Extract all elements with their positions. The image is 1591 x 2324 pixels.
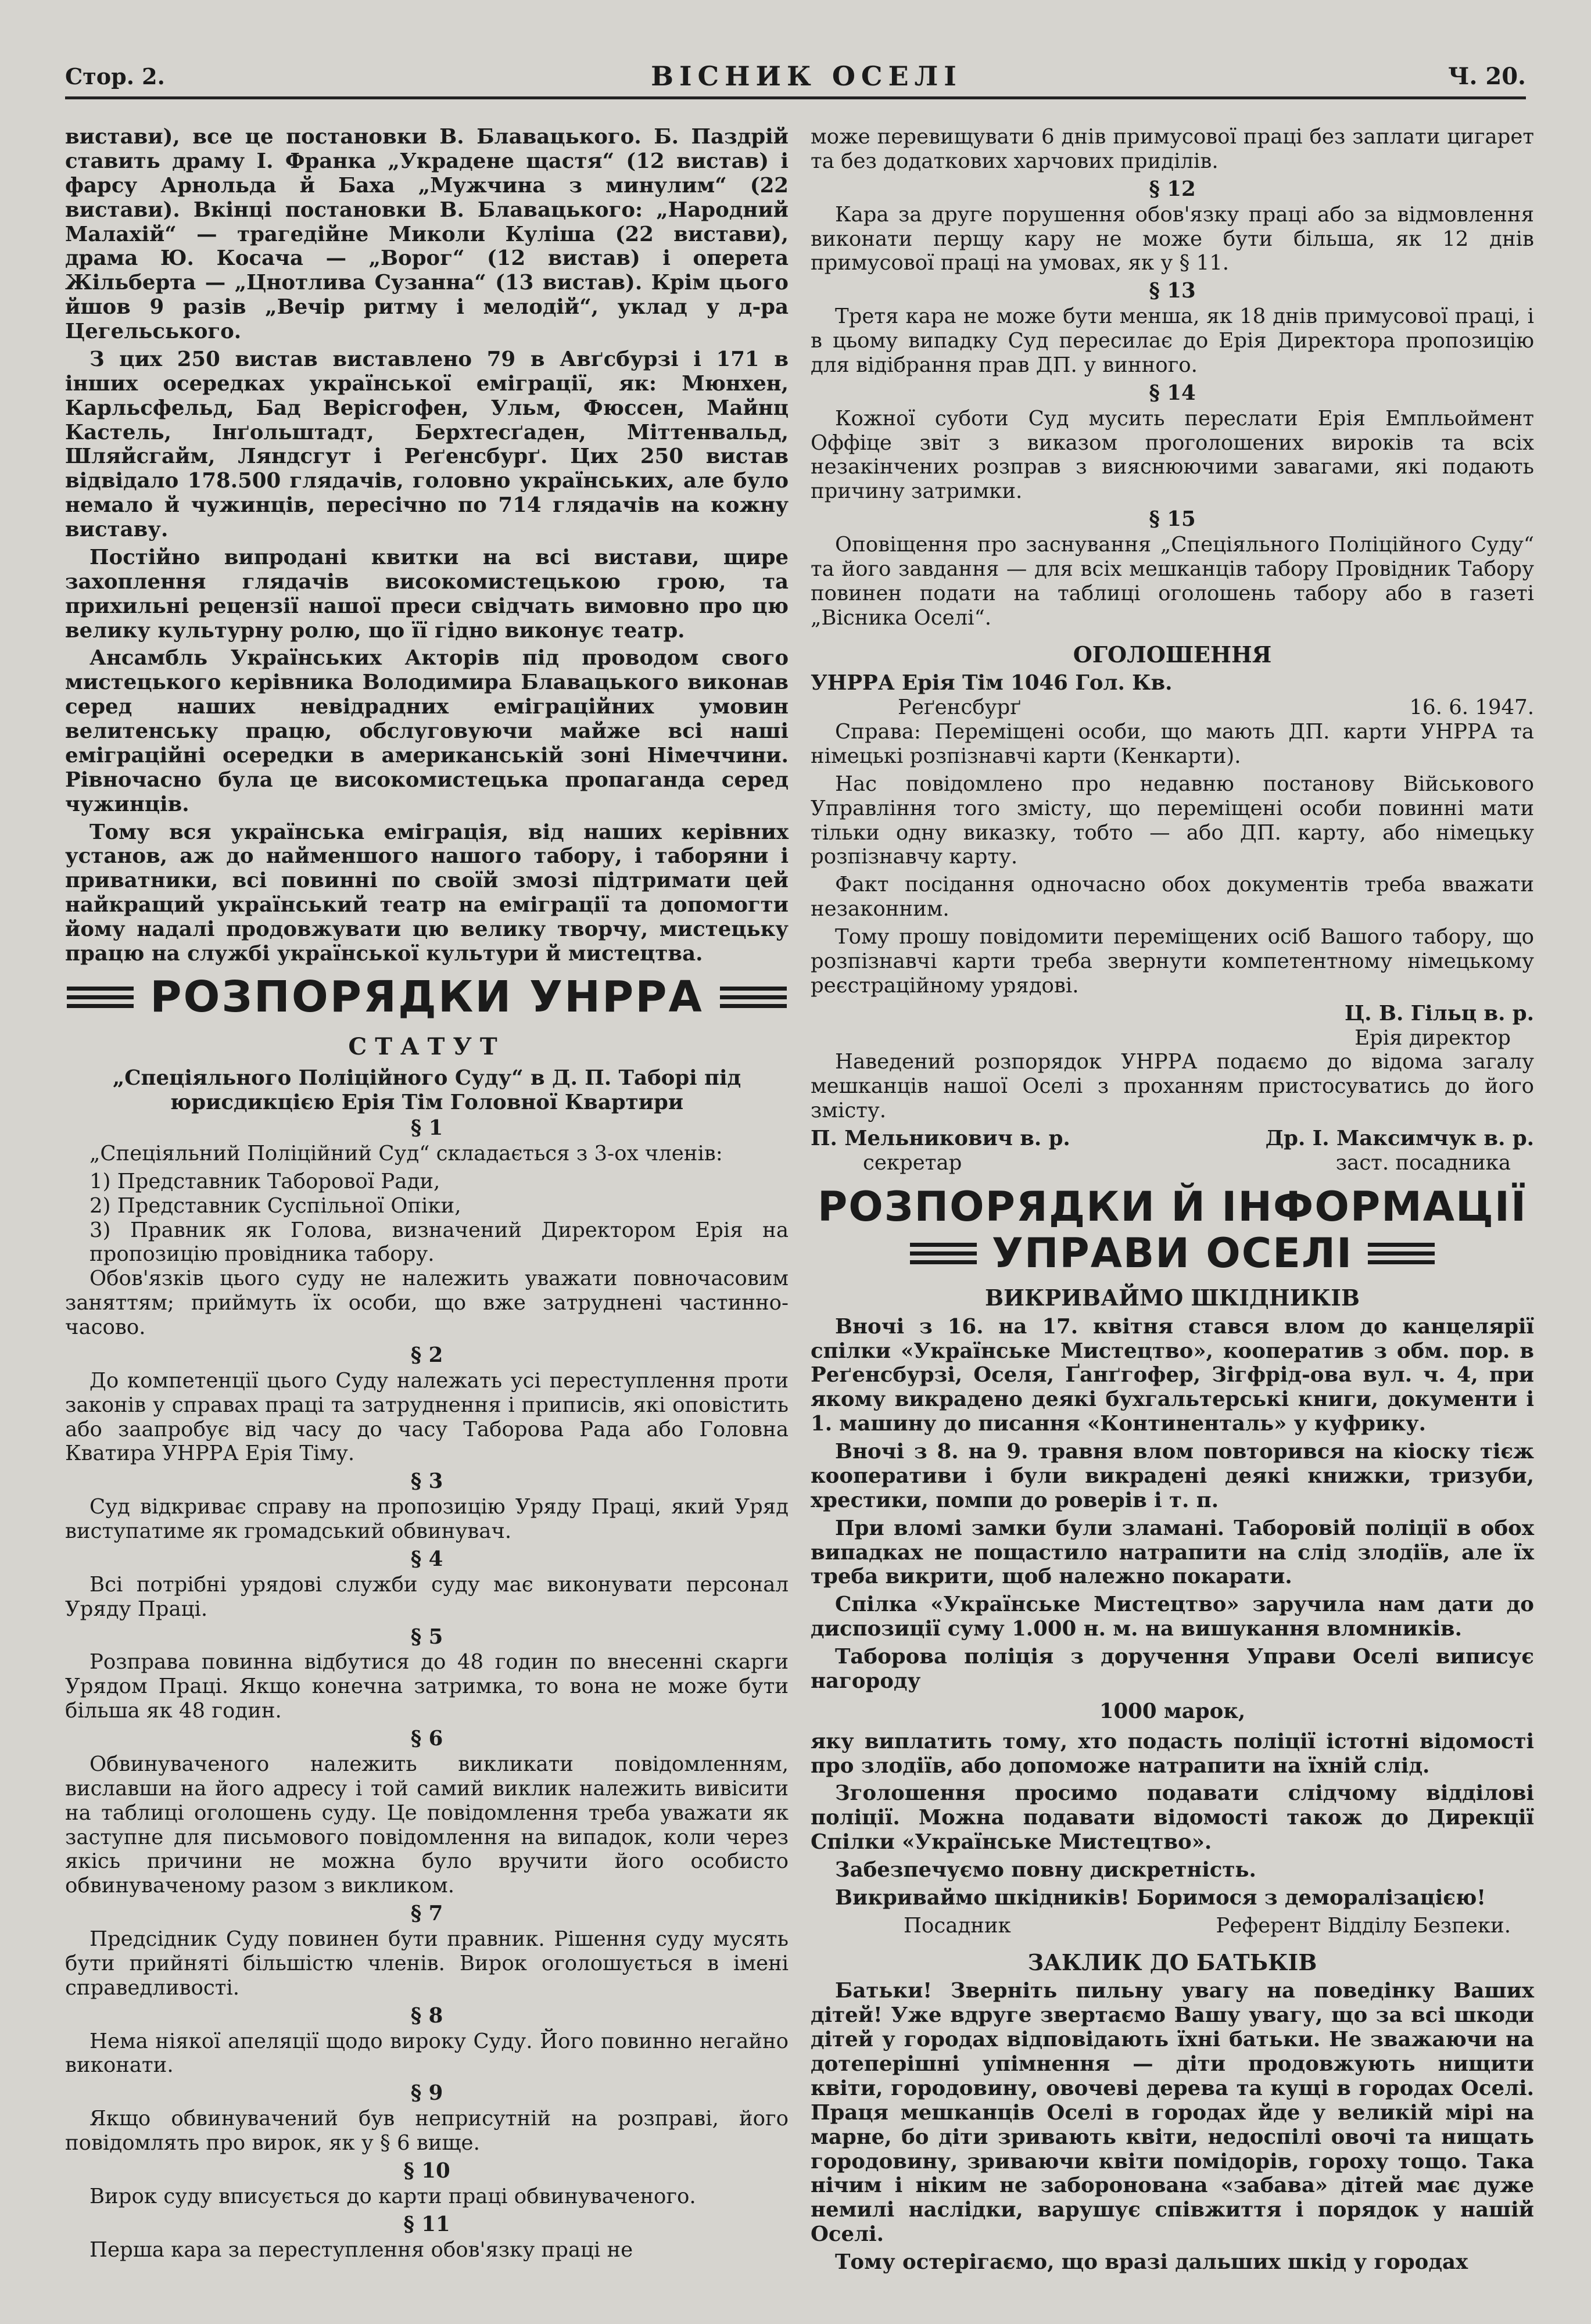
theatre-paragraph: Тому вся українська еміграція, від наших керівних установ, аж до найменшого нашого табору, і таборяни і приватники, всі повинні по своїй змозі підтримати цей найкращий український театр на еміграції та допомогти йому надалі продовжувати цю велику творчу, мистецьку працю на службі української культури й мистецтва. [65,820,789,966]
section-text: Обов'язків цього суду не належить уважати повночасовим заняттям; приймуть їх особи, що вже затруднені частинно-часово. [65,1267,789,1339]
article-text: Тому остерігаємо, що вразі дальших шкід у городах [835,2250,1468,2275]
article-text: Вночі з 8. на 9. травня влом повторився на кіоску тієж кооперативи і були викрадені деякі книжки, тризуби, хрестики, помпи до роверів і т. п. [811,1440,1534,1512]
theatre-paragraph: З цих 250 вистав виставлено 79 в Авґсбурзі і 171 в інших осередках української еміграції, як: Мюнхен, Карльсфельд, Бад Верісгофен, Ульм, Фюссен, Майнц Кастель, Інґольштадт, Берхтесґаден, Міттенвальд, Шляйсгайм, Ляндсгут і Реґенсбурґ. Цих 250 вистав відвідало 178.500 глядачів, головно українських, але було немало й чужинців, пересічно по 714 глядачів на кожну виставу. [65,347,789,541]
section-text: Розправа повинна відбутися до 48 годин по внесенні скарги Урядом Праці. Якщо конечна затримка, то вона не може бути більша як 48 годин. [65,1650,789,1723]
section-text: Якщо обвинувачений був неприсутній на розправі, його повідомлять про вирок, як у § 6 вище. [65,2107,789,2155]
section-text: До компетенції цього Суду належать усі переступлення проти законів у справах праці та затруднення і приписів, які оповістить або заапробує від часу до часу Таборова Рада або Головна Кватира УНРРА Ерія Тіму. [65,1368,789,1466]
signature-role: секретар [863,1150,962,1175]
signature-role: Посадник [904,1913,1011,1938]
article-heading: ЗАКЛИК ДО БАТЬКІВ [1027,1949,1317,1975]
section-mark: § 7 [410,1902,443,1926]
announcement-city: Реґенсбурґ [898,695,1021,720]
unrra-orders-title: РОЗПОРЯДКИ УНРРА [150,971,704,1022]
signature: Ц. В. Гільц в. р. [1344,1001,1534,1025]
issue-number: Ч. 20. [1448,62,1526,90]
section-mark: § 5 [410,1624,443,1649]
reward-amount: 1000 марок, [1099,1699,1246,1723]
section-text: Нема ніякої апеляції щодо вироку Суду. Його повинно негайно виконати. [65,2029,789,2078]
section-mark: § 9 [410,2081,443,2106]
statute-title: СТАТУТ [348,1033,506,1061]
signature-role: Референт Відділу Безпеки. [1216,1913,1511,1938]
announcement-sender: УНРРА Ерія Тім 1046 Гол. Кв. [811,671,1173,695]
section-mark: § 3 [410,1469,443,1494]
announcement-subject: Справа: Переміщені особи, що мають ДП. карти УНРРА та німецькі розпізнавчі карти (Кенкарти). [811,720,1534,768]
signatures-row [811,1914,1534,1938]
statute-subtitle: „Спеціяльного Поліційного Суду“ в Д. П. Таборі під юрисдикцією Ерія Тім Головної Квартири [112,1066,741,1115]
members-list [65,1170,789,1267]
section-mark: § 15 [1149,507,1196,532]
section-mark: § 14 [1149,381,1196,405]
section-mark: § 2 [410,1343,443,1367]
theatre-paragraph: вистави), все це постановки В. Блавацького. Б. Паздрій ставить драму І. Франка „Украдене щастя“ (12 вистав) і фарсу Арнольда й Баха „Мужчина з минулим“ (22 вистави). Вкінці постановки В. Блавацького: „Народний Малахій“ — трагедійне Миколи Куліша (22 вистави), драма Ю. Косача — „Ворог“ (12 вистав) і оперета Жільберта — „Цнотлива Сузанна“ (13 вистав). Крім цього йшов 9 разів „Вечір ритму і мелодій“, уклад у д-ра Цегельського. [65,125,789,343]
list-item: 1) Представник Таборової Ради, [89,1169,440,1193]
heading-line: РОЗПОРЯДКИ Й ІНФОРМАЦІЇ [817,1182,1528,1231]
theatre-paragraph: Ансамбль Українських Акторів під проводом свого мистецького керівника Володимира Блавацького виконав серед наших невідрадних еміграційних умовин велитенську працю, обслуговуючи майже всі наші еміграційні осередки в американській зоні Німеччини. Рівночасно була це високомистецька пропаганда серед чужинців. [65,646,789,816]
section-mark: § 6 [410,1727,443,1751]
article-text: Забезпечуємо повну дискретність. [835,1858,1256,1882]
heading-line: УПРАВИ ОСЕЛІ [991,1229,1353,1278]
section-mark: § 8 [410,2003,443,2028]
signatures-row [811,1127,1534,1151]
section-text: Суд відкриває справу на пропозицію Уряду Праці, який Уряд виступатиме як громадський обвинувач. [65,1495,789,1543]
signature-role: заст. посадника [1335,1150,1511,1175]
announcement-place-date [811,695,1534,720]
article-text: яку виплатить тому, хто подасть поліції істотні відомості про злодіїв, або допоможе натрапити на їхній слід. [811,1729,1534,1778]
section-mark: § 12 [1149,177,1196,201]
page-header [65,56,1526,99]
page-number: Стор. 2. [65,63,165,89]
article-text: Таборова поліція з доручення Управи Оселі виписує нагороду [811,1645,1534,1693]
signature: П. Мельникович в. р. [811,1127,1070,1151]
section-text: Оповіщення про заснування „Спеціяльного Поліційного Суду“ та його завдання — для всіх мешканців табору Провідник Табору повинен подати на таблиці оголошень табору або в газеті „Вісника Оселі“. [811,533,1534,630]
heading-line-2 [811,1230,1534,1277]
section-mark: § 4 [410,1547,443,1571]
article-text: Вночі з 16. на 17. квітня стався влом до канцелярії спілки «Українське Мистецтво», кооператив з обм. пор. в Реґенсбурзі, Оселя, Ґанґгофер, Зігфрід-ова вул. ч. 4, при якому викрадено деякі бухгальтерські книги, документи і 1. машину до писання «Континенталь» у куфрику. [811,1314,1534,1436]
section-text: може перевищувати 6 днів примусової праці без заплати цигарет та без додаткових харчових приділів. [811,125,1534,173]
section-text: Обвинуваченого належить викликати повідомленням, виславши на його адресу і той самий виклик належить вивісити на таблиці оголошень суду. Це повідомлення треба уважати як заступне для письмового повідомлення на випадок, коли через якісь причини не можна було вручити його особисто обвинуваченому разом з викликом. [65,1752,789,1898]
announcement-heading: ОГОЛОШЕННЯ [1073,641,1272,668]
signature: Др. І. Максимчук в. р. [1265,1127,1534,1151]
theatre-paragraph: Постійно випродані квитки на всі вистави, щире захоплення глядачів високомистецькою грою, та прихильні рецензії нашої преси свідчать вимовно про цю велику культурну ролю, що її гідно виконує театр. [65,545,789,643]
article-text: При вломі замки були зламані. Таборовій поліції в обох випадках не пощастило натрапити на слід злодіїв, але їх треба викрити, щоб належно покарати. [811,1516,1534,1589]
announcement-text: Тому прошу повідомити переміщених осіб Вашого табору, що розпізнавчі карти треба звернути компетентному німецькому реєстраційному урядові. [811,925,1534,998]
section-text: Перша кара за переступлення обов'язку праці не [89,2237,633,2262]
article-heading: ВИКРИВАЙМО ШКІДНИКІВ [984,1284,1360,1311]
heading-rule-left [67,987,134,1008]
section-text: „Спеціяльний Поліційний Суд“ складається з 3-ох членів: [89,1141,723,1165]
heading-rule-left [910,1243,977,1264]
section-text: Кожної суботи Суд мусить переслати Ерія Емпльоймент Оффіце звіт з виказом проголошених вироків та всіх незакінчених розправ з вияснюючими завагами, які подають причину затримки. [811,406,1534,504]
announcement-text: Факт посідання одночасно обох документів треба вважати незаконним. [811,873,1534,921]
announcement-date: 16. 6. 1947. [1409,695,1534,720]
section-mark: § 1 [410,1116,443,1140]
newspaper-title: ВІСНИК ОСЕЛІ [651,60,962,92]
heading-rule-right [720,987,787,1008]
article-text: Викриваймо шкідників! Боримося з деморалізацією! [835,1885,1486,1910]
unrra-orders-heading [65,972,789,1023]
signature-role: Ерія директор [1354,1025,1511,1050]
section-text: Вирок суду вписується до карти праці обвинуваченого. [89,2184,696,2208]
announcement-text: Наведений розпорядок УНРРА подаємо до відома загалу мешканців нашої Оселі з проханням пристосуватись до його змісту. [811,1050,1534,1123]
section-text: Всі потрібні урядові служби суду має виконувати персонал Уряду Праці. [65,1572,789,1621]
article-text: Батьки! Зверніть пильну увагу на поведінку Ваших дітей! Уже вдруге звертаємо Вашу увагу, що за всі шкоди дітей у городах відповідають їхні батьки. Не зважаючи на дотеперішні упімнення — діти продовжують нищити квіти, городовину, овочеві дерева та кущі в городах Оселі. Праця мешканців Оселі в городах йде у великій мірі на марне, бо діти зривають квіти, недоспілі овочі та нищать городовину, зриваючи квіти помідорів, гороху тощо. Така нічим і ніким не заборонована «забава» дітей має дуже немилі наслідки, варушує співжиття і порядок у нашій Оселі. [811,1979,1534,2247]
settlement-orders-heading [811,1183,1534,1277]
section-mark: § 13 [1149,279,1196,303]
article-text: Спілка «Українське Мистецтво» заручила нам дати до диспозиції суму 1.000 н. м. на вишукання вломників. [811,1593,1534,1641]
heading-rule-right [1368,1243,1435,1264]
signature-roles-row [811,1151,1534,1175]
section-mark: § 11 [403,2212,450,2236]
section-text: Предсідник Суду повинен бути правник. Рішення суду мусять бути прийняті більшістю членів. Вирок оголошується в імені справедливості. [65,1927,789,2000]
article-text: Зголошення просимо подавати слідчому відділові поліції. Можна подавати відомості також до Дирекції Спілки «Українське Мистецтво». [811,1781,1534,1855]
section-mark: § 10 [403,2158,450,2183]
section-text: Третя кара не може бути менша, як 18 днів примусової праці, і в цьому випадку Суд пересилає до Ерія Директора пропозицію для відібрання прав ДП. у винного. [811,304,1534,377]
left-column [65,125,789,2265]
announcement-text: Нас повідомлено про недавню постанову Військового Управління того змісту, що переміщені особи повинні мати тільки одну виказку, тобто — або ДП. карту, або німецьку розпізнавчу карту. [811,772,1534,869]
list-item: 3) Правник як Голова, визначений Директором Ерія на пропозицію провідника табору. [89,1218,789,1267]
list-item: 2) Представник Суспільної Опіки, [89,1193,461,1218]
right-column [811,125,1534,2278]
section-text: Кара за друге порушення обов'язку праці або за відмовлення виконати перщу кару не може бути більша, як 12 днів примусової праці на умовах, як у § 11. [811,202,1534,275]
